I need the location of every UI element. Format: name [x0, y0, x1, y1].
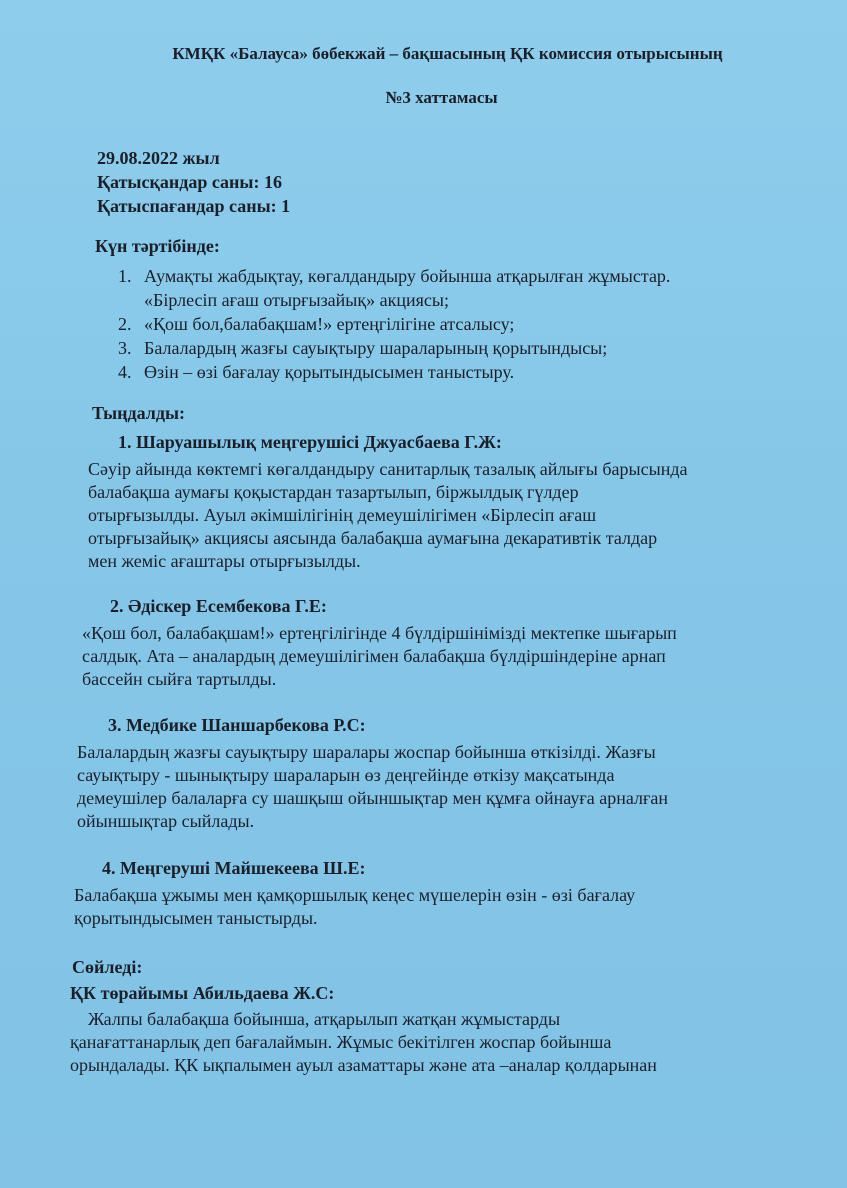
agenda-item-text: Балалардың жазғы сауықтыру шараларының қорытындысы;: [144, 338, 608, 358]
present-count: Қатысқандар саны: 16: [97, 172, 282, 192]
spoke-heading: Сөйледі:: [72, 957, 143, 977]
meeting-info: [97, 146, 290, 218]
meeting-date: 29.08.2022 жыл: [97, 148, 220, 168]
agenda-item-number: 3.: [118, 338, 132, 358]
speaker-text: Балабақша ұжымы мен қамқоршылық кеңес мүшелерін өзін - өзі бағалау қорытындысымен таныстырды.: [74, 885, 636, 928]
spoke-text: Жалпы балабақша бойынша, атқарылып жатқан жұмыстарды қанағаттанарлық деп бағалаймын. Жұмыс бекітілген жоспар бойынша орындалады. ҚК ықпалымен ауыл азаматтары және ата –аналар қолдарынан: [70, 1009, 657, 1075]
document-title: КМҚК «Балауса» бөбекжай – бақшасының ҚК комиссия отырысының: [172, 44, 723, 63]
agenda-item: [118, 264, 798, 312]
speaker-text: «Қош бол, балабақшам!» ертеңгілігінде 4 бүлдіршінімізді мектепке шығарып салдық. Ата – аналардың демеушілігімен балабақша бүлдіршіндеріне арнап бассейн сыйға тартылды.: [82, 623, 677, 689]
document-number: №3 хаттамасы: [385, 88, 498, 107]
speaker-title: 2. Әдіскер Есембекова Г.Е:: [110, 596, 327, 616]
absent-count: Қатыспағандар саны: 1: [97, 196, 291, 216]
agenda-item: [118, 360, 798, 384]
spoke-speaker: ҚК төрайымы Абильдаева Ж.С:: [70, 983, 335, 1003]
speaker-title: 4. Меңгеруші Майшекеева Ш.Е:: [102, 858, 366, 878]
agenda-item: [118, 312, 798, 336]
speaker-text: Сәуір айында көктемгі көгалдандыру санитарлық тазалық айлығы барысында балабақша аумағы қоқыстардан тазартылып, біржылдық гүлдер отырғызылды. Ауыл әкімшілігінің демеушілігімен «Бірлесіп ағаш отырғызайық» акциясы аясында балабақша аумағына декаративтік талдар мен жеміс ағаштары отырғызылды.: [88, 459, 688, 571]
agenda-item-text: Аумақты жабдықтау, көгалдандыру бойынша атқарылған жұмыстар. «Бірлесіп ағаш отырғызайық» акциясы;: [144, 266, 671, 310]
speaker-text: Балалардың жазғы сауықтыру шаралары жоспар бойынша өткізілді. Жазғы сауықтыру - шынықтыру шараларын өз деңгейінде өткізу мақсатында демеушілер балаларға су шашқыш ойыншықтар мен құмға ойнауға арналған ойыншықтар сыйлады.: [77, 742, 668, 831]
agenda-item-text: «Қош бол,балабақшам!» ертеңгілігіне атсалысу;: [144, 314, 515, 334]
speaker-title: 1. Шаруашылық меңгерушісі Джуасбаева Г.Ж:: [118, 432, 502, 452]
agenda-item-text: Өзін – өзі бағалау қорытындысымен таныстыру.: [144, 362, 515, 382]
agenda-heading: Күн тәртібінде:: [95, 236, 220, 256]
agenda-item-number: 1.: [118, 266, 132, 286]
agenda-item: [118, 336, 798, 360]
heard-heading: Тыңдалды:: [92, 403, 186, 423]
agenda-list: [118, 264, 798, 384]
agenda-item-number: 2.: [118, 314, 132, 334]
speaker-title: 3. Медбике Шаншарбекова Р.С:: [108, 715, 366, 735]
agenda-item-number: 4.: [118, 362, 132, 382]
